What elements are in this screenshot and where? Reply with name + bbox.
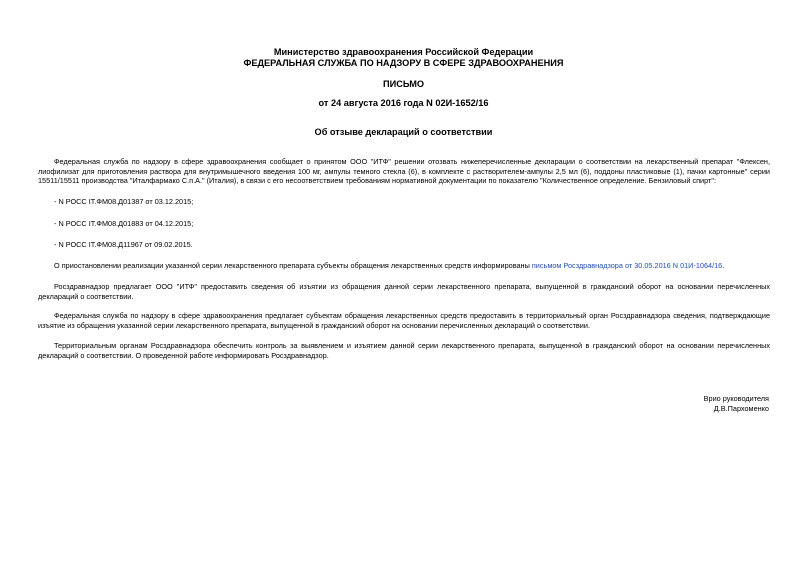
service-name: ФЕДЕРАЛЬНАЯ СЛУЖБА ПО НАДЗОРУ В СФЕРЕ ЗДРАВООХРАНЕНИЯ: [243, 58, 564, 68]
signatory-position: Врио руководителя: [703, 394, 769, 403]
document-subject: Об отзыве деклараций о соответствии: [314, 127, 493, 137]
document-date-number: от 24 августа 2016 года N 02И-1652/16: [318, 98, 489, 108]
paragraph-subjects-request: Федеральная служба по надзору в сфере здравоохранения предлагает субъектам обращения лекарственных средств предоставить в территориальный орган Росздравнадзора сведения, подтверждающие изъятие из обращения указанной серии лекарственного препарата, выпущенной в гражданский оборот на основании перечисленных деклараций о соответствии.: [38, 311, 770, 330]
ministry-name: Министерство здравоохранения Российской Федерации: [273, 47, 534, 57]
reference-letter-link[interactable]: письмом Росздравнадзора от 30.05.2016 N 01И-1064/16: [531, 261, 723, 270]
document-type: ПИСЬМО: [382, 79, 425, 89]
paragraph-suspension-end: .: [722, 261, 725, 270]
paragraph-suspension: [38, 261, 770, 271]
list-item-declaration-2: - N РОСС IT.ФМ08.Д01883 от 04.12.2015;: [54, 219, 194, 228]
paragraph-decision: Федеральная служба по надзору в сфере здравоохранения сообщает о принятом ООО "ИТФ" решении отозвать нижеперечисленные декларации о соответствии на лекарственный препарат "Флексен, лиофилизат для приготовления раствора для внутримышечного введения 100 мг, ампулы темного стекла (6), в комплекте с растворителем-ампулы 2,5 мл (6), поддоны пластиковые (1), пачки картонные" серии 15511/15511 производства "Италфармако С.п.А." (Италия), в связи с его несоответствием требованиям нормативной документации по показателю "Количественное определение. Бензиловый спирт":: [38, 157, 770, 186]
paragraph-territorial-control: Территориальным органам Росздравнадзора обеспечить контроль за выявлением и изъятием данной серии лекарственного препарата, выпущенной в гражданский оборот на основании перечисленных деклараций о соответствии. О проведенной работе информировать Росздравнадзор.: [38, 341, 770, 360]
signatory-name: Д.В.Пархоменко: [713, 404, 769, 413]
list-item-declaration-1: - N РОСС IT.ФМ08.Д01387 от 03.12.2015;: [54, 197, 194, 206]
paragraph-suspension-text: О приостановлении реализации указанной серии лекарственного препарата субъекты обращения лекарственных средств информированы: [54, 261, 532, 270]
paragraph-itf-request: Росздравнадзор предлагает ООО "ИТФ" предоставить сведения об изъятии из обращения данной серии лекарственного препарата, выпущенной в гражданский оборот на основании перечисленных деклараций о соответствии.: [38, 282, 770, 301]
list-item-declaration-3: - N РОСС IT.ФМ08.Д11967 от 09.02.2015.: [54, 240, 193, 249]
